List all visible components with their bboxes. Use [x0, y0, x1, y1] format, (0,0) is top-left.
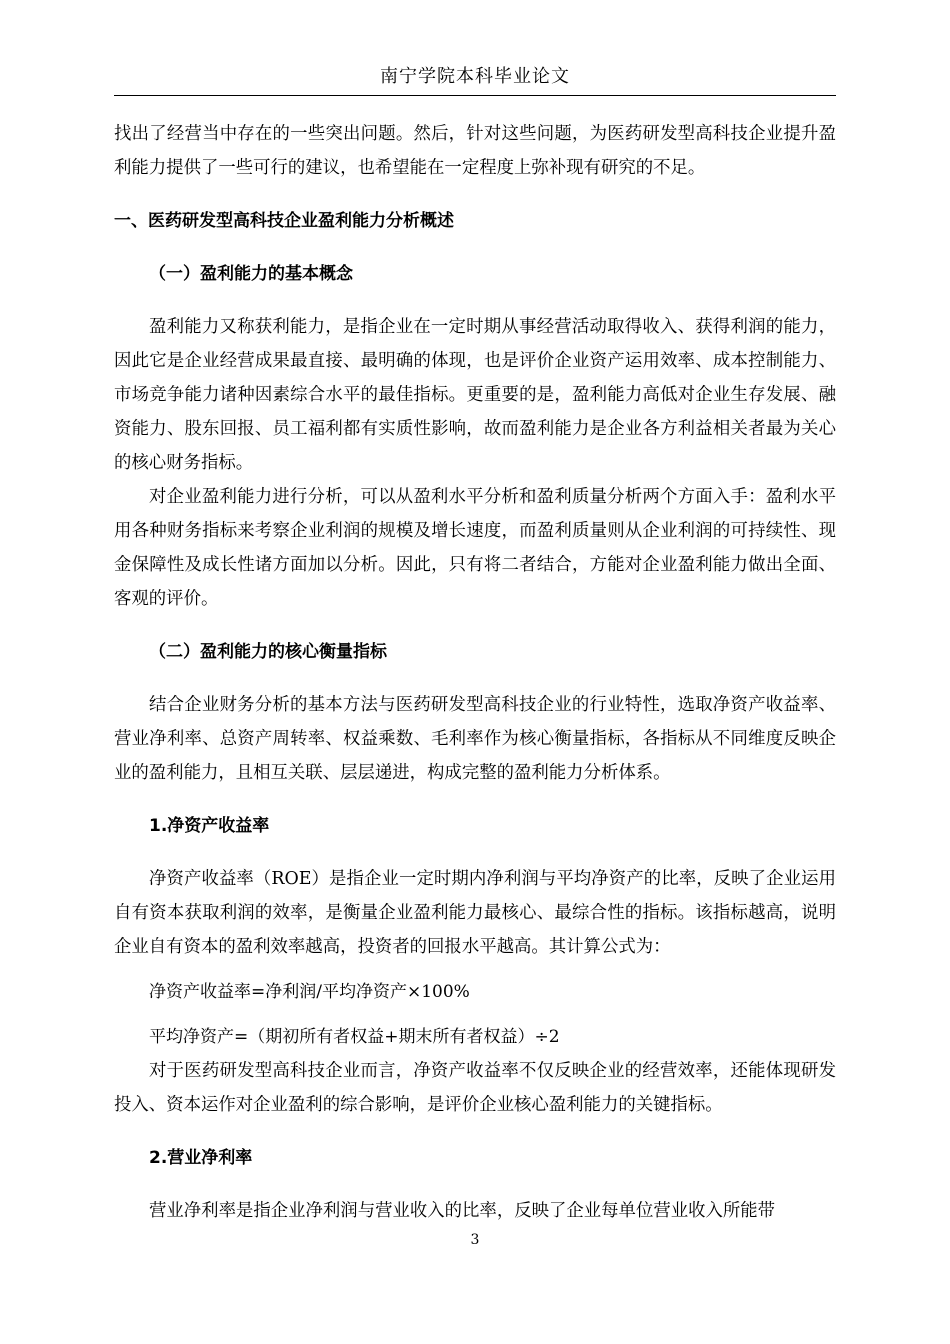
page-content: [114, 117, 836, 1228]
item-heading-net-profit-margin: 2.营业净利率: [149, 1148, 253, 1168]
paragraph-continuation: 找出了经营当中存在的一些突出问题。然后，针对这些问题，为医药研发型高科技企业提升盈利能力提供了一些可行的建议，也希望能在一定程度上弥补现有研究的不足。: [114, 124, 836, 178]
section-heading: 一、医药研发型高科技企业盈利能力分析概述: [114, 211, 454, 231]
subsection-heading-basic-concept: （一）盈利能力的基本概念: [149, 264, 353, 284]
paragraph-profitability-analysis: 对企业盈利能力进行分析，可以从盈利水平分析和盈利质量分析两个方面入手：盈利水平用各种财务指标来考察企业利润的规模及增长速度，而盈利质量则从企业利润的可持续性、现金保障性及成长性诸方面加以分析。因此，只有将二者结合，方能对企业盈利能力做出全面、客观的评价。: [114, 487, 836, 609]
item-heading-roe: 1.净资产收益率: [149, 816, 270, 836]
formula-average-equity: 平均净资产=（期初所有者权益+期末所有者权益）÷2: [149, 1027, 560, 1047]
paragraph-indicator-selection: 结合企业财务分析的基本方法与医药研发型高科技企业的行业特性，选取净资产收益率、营业净利率、总资产周转率、权益乘数、毛利率作为核心衡量指标，各指标从不同维度反映企业的盈利能力，且相互关联、层层递进，构成完整的盈利能力分析体系。: [114, 695, 836, 783]
paragraph-roe-definition: 净资产收益率（ROE）是指企业一定时期内净利润与平均净资产的比率，反映了企业运用自有资本获取利润的效率，是衡量企业盈利能力最核心、最综合性的指标。该指标越高，说明企业自有资本的盈利效率越高，投资者的回报水平越高。其计算公式为：: [114, 869, 836, 957]
paragraph-net-profit-margin: 营业净利率是指企业净利润与营业收入的比率，反映了企业每单位营业收入所能带: [149, 1201, 776, 1221]
paragraph-profitability-definition: 盈利能力又称获利能力，是指企业在一定时期从事经营活动取得收入、获得利润的能力，因此它是企业经营成果最直接、最明确的体现，也是评价企业资产运用效率、成本控制能力、市场竞争能力诸种因素综合水平的最佳指标。更重要的是，盈利能力高低对企业生存发展、融资能力、股东回报、员工福利都有实质性影响，故而盈利能力是企业各方利益相关者最为关心的核心财务指标。: [114, 317, 836, 473]
running-header: 南宁学院本科毕业论文: [380, 66, 570, 87]
subsection-heading-core-indicators: （二）盈利能力的核心衡量指标: [149, 642, 387, 662]
formula-roe: 净资产收益率=净利润/平均净资产×100%: [149, 982, 470, 1002]
paragraph-roe-significance: 对于医药研发型高科技企业而言，净资产收益率不仅反映企业的经营效率，还能体现研发投入、资本运作对企业盈利的综合影响，是评价企业核心盈利能力的关键指标。: [114, 1061, 836, 1115]
header-rule: [114, 95, 836, 96]
page-number: 3: [470, 1232, 480, 1248]
